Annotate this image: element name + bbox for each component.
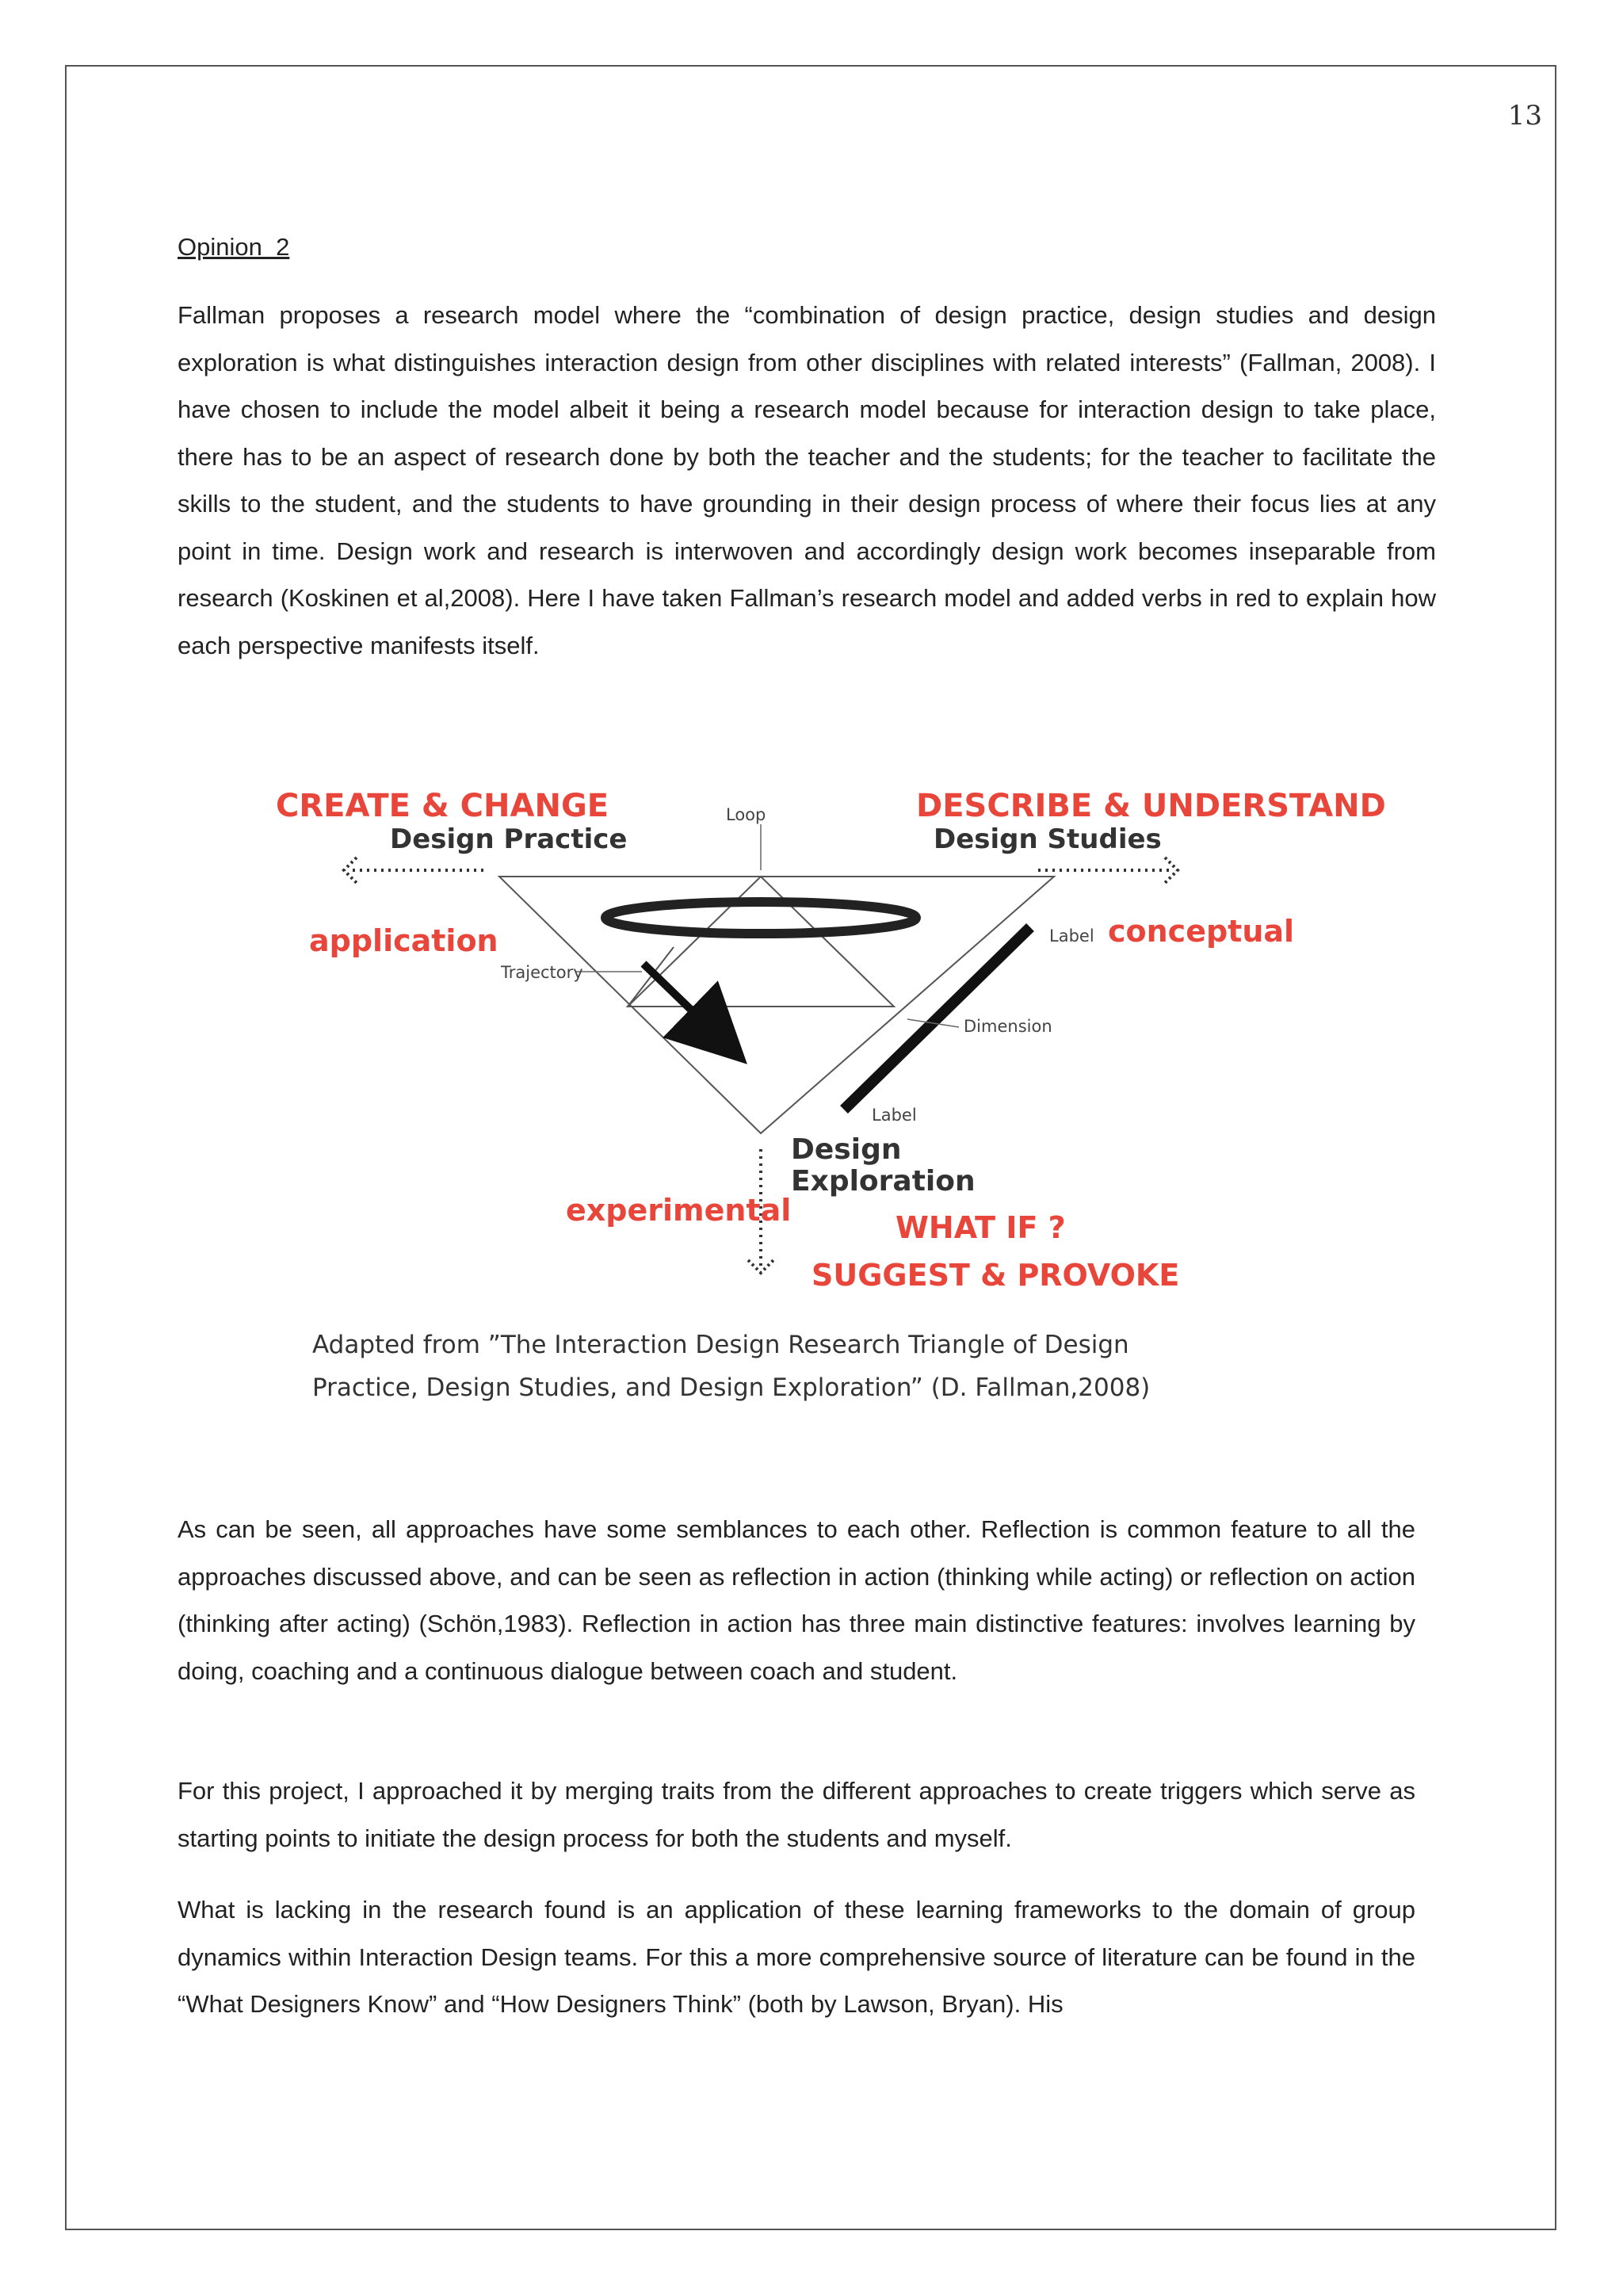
label-trajectory: Trajectory — [501, 963, 583, 982]
label-top: Label — [1049, 926, 1094, 946]
down-arrowhead — [748, 1260, 773, 1273]
caption-line-2: Practice, Design Studies, and Design Exploration” (D. Fallman,2008) — [312, 1373, 1151, 1402]
label-describe-understand: DESCRIBE & UNDERSTAND — [916, 788, 1386, 824]
paragraph-reflection: As can be seen, all approaches have some semblances to each other. Reflection is common feature to all the approaches discussed above, and can be seen as reflection in action (thinking while acting) or reflection on action (thinking after acting) (Schön,1983). Reflection in action has three main distinctive features: involves learning by doing, coaching and a continuous dialogue between coach and student. — [178, 1515, 1415, 1685]
outer-triangle — [499, 877, 1054, 1133]
label-design-practice: Design Practice — [390, 823, 628, 855]
label-what-if: WHAT IF ? — [896, 1210, 1066, 1245]
paragraph-lacking-research: What is lacking in the research found is an application of these learning frameworks to the domain of group dynamics within Interaction Design teams. For this a more comprehensive source of literature can be found in the “What Designers Know” and “How Designers Think” (both by Lawson, Bryan). His — [178, 1896, 1415, 2018]
research-triangle-diagram — [262, 785, 1386, 1324]
section-heading: Opinion 2 — [178, 233, 290, 261]
label-design: Design — [791, 1133, 902, 1166]
label-experimental: experimental — [566, 1193, 792, 1228]
label-application: application — [309, 923, 498, 958]
page-number: 13 — [1507, 100, 1542, 132]
label-conceptual: conceptual — [1108, 914, 1295, 949]
loop-ellipse — [605, 902, 916, 934]
label-bottom: Label — [872, 1106, 917, 1125]
label-suggest-provoke: SUGGEST & PROVOKE — [812, 1258, 1180, 1293]
paragraph-fallman-model: Fallman proposes a research model where the “combination of design practice, design studies and design exploration is what distinguishes interaction design from other disciplines with related interests” (Fallman, 2008). I have chosen to include the model albeit it being a research model because for interaction design to take place, there has to be an aspect of research done by both the teacher and the students; for the teacher to facilitate the skills to the student, and the students to have grounding in their design process of where their focus lies at any point in time. Design work and research is interwoven and accordingly design work becomes inseparable from research (Koskinen et al,2008). Here I have taken Fallman’s research model and added verbs in red to explain how each perspective manifests itself. — [178, 301, 1436, 659]
caption-line-1: Adapted from ”The Interaction Design Research Triangle of Design — [312, 1331, 1129, 1359]
figure-caption — [312, 1324, 1263, 1409]
label-loop: Loop — [726, 805, 766, 824]
label-dimension: Dimension — [964, 1017, 1052, 1036]
paragraph-project-approach: For this project, I approached it by merging traits from the different approaches to create triggers which serve as starting points to initiate the design process for both the students and myself. — [178, 1777, 1415, 1852]
research-triangle-figure — [262, 785, 1386, 1324]
label-create-change: CREATE & CHANGE — [276, 788, 609, 824]
inner-edge — [628, 947, 674, 1007]
label-exploration: Exploration — [791, 1165, 976, 1198]
trajectory-arrow — [643, 964, 719, 1037]
label-design-studies: Design Studies — [934, 823, 1162, 855]
